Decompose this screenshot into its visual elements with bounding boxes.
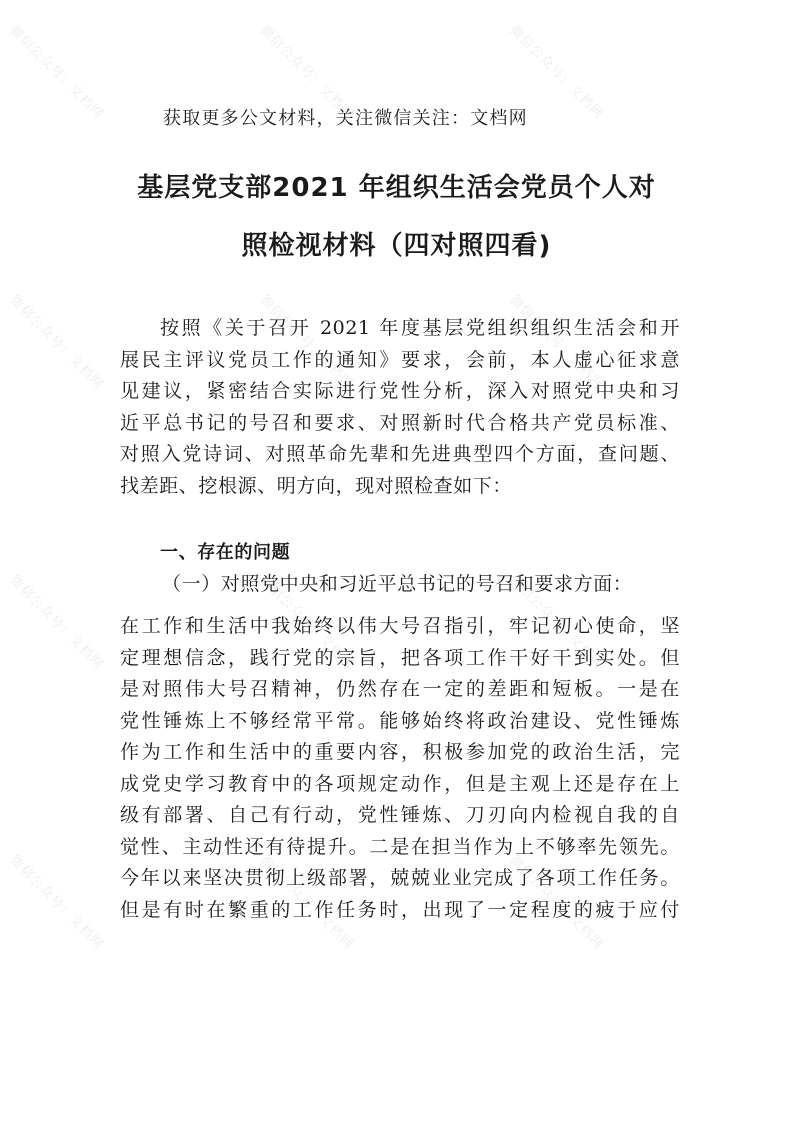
watermark: 微信公众号：文档网 <box>256 22 357 123</box>
watermark: 微信公众号：文档网 <box>506 852 607 953</box>
subsection-heading: （一）对照党中央和习近平总书记的号召和要求方面： <box>162 572 633 595</box>
paragraph-line: 在工作和生活中我始终以伟大号召指引，牢记初心使命，坚 <box>120 615 680 637</box>
paragraph-line: 成党史学习教育中的各项规定动作，但是主观上还是存在上 <box>120 772 680 795</box>
watermark: 微信公众号：文档网 <box>256 572 357 673</box>
section-heading: 一、存在的问题 <box>160 542 291 563</box>
document-title-line-1: 基层党支部2021 年组织生活会党员个人对 <box>137 173 656 203</box>
watermark: 微信公众号：文档网 <box>256 292 357 393</box>
document-title-line-2: 照检视材料（四对照四看) <box>241 231 552 261</box>
intro-paragraph <box>120 313 680 502</box>
paragraph-line: 是对照伟大号召精神，仍然存在一定的差距和短板。一是在 <box>120 678 680 700</box>
paragraph-line: 今年以来坚决贯彻上级部署，兢兢业业完成了各项工作任务。 <box>120 867 680 889</box>
watermark: 微信公众号：文档网 <box>6 852 107 953</box>
paragraph-line: 对照入党诗词、对照革命先辈和先进典型四个方面，查问题、 <box>120 443 680 465</box>
paragraph-line: 近平总书记的号召和要求、对照新时代合格共产党员标准、 <box>120 411 680 434</box>
watermark: 微信公众号：文档网 <box>6 572 107 673</box>
header-note: 获取更多公文材料，关注微信关注：文档网 <box>163 108 528 129</box>
paragraph-line: 但是有时在繁重的工作任务时，出现了一定程度的疲于应付 <box>120 898 680 921</box>
watermark: 微信公众号：文档网 <box>6 292 107 393</box>
watermark: 微信公众号：文档网 <box>6 22 107 123</box>
watermark: 微信公众号：文档网 <box>506 572 607 673</box>
watermark: 微信公众号：文档网 <box>256 852 357 953</box>
paragraph-line: 找差距、挖根源、明方向，现对照检查如下： <box>120 474 513 497</box>
watermark: 微信公众号：文档网 <box>506 292 607 393</box>
problems-paragraph <box>120 611 680 926</box>
paragraph-line: 按照《关于召开 2021 年度基层党组织组织生活会和开 <box>160 317 680 339</box>
watermark: 微信公众号：文档网 <box>506 22 607 123</box>
paragraph-line: 展民主评议党员工作的通知》要求，会前，本人虚心征求意 <box>120 348 680 371</box>
section-one <box>120 537 680 600</box>
paragraph-line: 作为工作和生活中的重要内容，积极参加党的政治生活，完 <box>120 741 680 763</box>
paragraph-line: 级有部署、自己有行动，党性锤炼、刀刃向内检视自我的自 <box>120 804 680 826</box>
paragraph-line: 见建议，紧密结合实际进行党性分析，深入对照党中央和习 <box>120 380 680 402</box>
paragraph-line: 觉性、主动性还有待提升。二是在担当作为上不够率先领先。 <box>120 835 680 858</box>
paragraph-line: 定理想信念，践行党的宗旨，把各项工作干好干到实处。但 <box>120 646 680 669</box>
paragraph-line: 党性锤炼上不够经常平常。能够始终将政治建设、党性锤炼 <box>120 709 680 732</box>
